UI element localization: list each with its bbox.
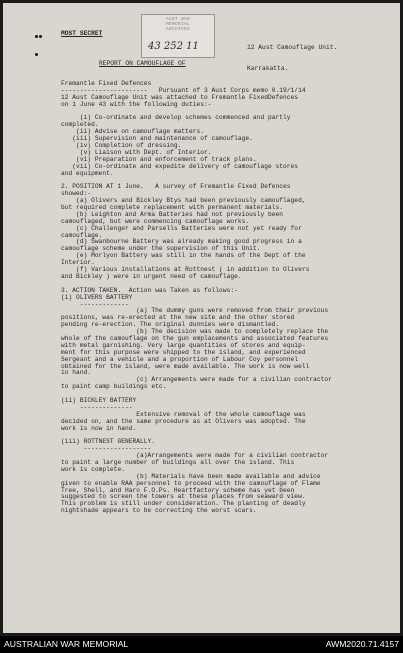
report-line: 3. ACTION TAKEN. Action was Taken as follows:- bbox=[61, 286, 238, 294]
unit-name: 12 Aust Camouflage Unit. bbox=[247, 43, 338, 51]
report-line: with metal garnishing. Very large quantities of stores and equip- bbox=[61, 341, 306, 349]
report-line: and equipment. bbox=[61, 169, 114, 177]
report-line: decided on, and the same procedure as at Olivers was adopted. The bbox=[61, 417, 306, 425]
report-line: (a) Olivers and Bickley Btys had been previously camouflaged, bbox=[61, 197, 306, 205]
report-line: (a)Arrangements were made for a civilian contractor bbox=[61, 452, 329, 460]
report-title: REPORT ON CAMOUFLAGE OF bbox=[99, 60, 186, 67]
report-line: (i) Co-ordinate and develop schemes commenced and partly bbox=[61, 114, 291, 122]
report-body bbox=[61, 81, 332, 515]
report-line: 2. POSITION AT 1 June. A survey of Fremantle Fixed Defences bbox=[61, 183, 291, 191]
report-line: (c) Arrangements were made for a civilian contractor bbox=[61, 376, 332, 384]
report-line: obtained for the island, were made available. The work is now well bbox=[61, 362, 310, 370]
report-line: (f) Various installations at Rottnest ( in addition to Olivers bbox=[61, 266, 310, 274]
footer-institution: AUSTRALIAN WAR MEMORIAL bbox=[4, 639, 129, 649]
report-line: camouflage scheme under the supervision of this Unit. bbox=[61, 245, 261, 253]
report-line: -------------- bbox=[61, 403, 133, 411]
report-line: showed:- bbox=[61, 190, 92, 198]
report-line: (b) The decision was made to completely replace the bbox=[61, 328, 329, 336]
report-line: ment for this purpose were shipped to the island, and experienced bbox=[61, 348, 306, 356]
report-line: (c) Challenger and Parsells Batteries were not yet ready for bbox=[61, 224, 302, 232]
report-line: (iii) ROTTNEST GENERALLY. bbox=[61, 438, 156, 446]
report-line: nightshade appears to be correcting the worst scars. bbox=[61, 507, 257, 515]
archive-stamp bbox=[141, 14, 215, 58]
report-line: and Bickley ) were in urgent need of camouflage. bbox=[61, 272, 242, 280]
report-line: Fremantle Fixed Defences bbox=[61, 80, 152, 87]
report-line: in hand. bbox=[61, 369, 92, 377]
report-line: (iv) Completion of dressing. bbox=[61, 142, 182, 150]
report-line: camouflage. bbox=[61, 231, 103, 239]
binding-holes bbox=[35, 27, 43, 37]
report-line: 12 Aust Camouflage Unit was attached to Fremantle FixedDefences bbox=[61, 93, 299, 101]
report-line: (vii) Co-ordinate and expedite delivery of camouflage stores bbox=[61, 162, 299, 170]
unit-address bbox=[247, 31, 337, 86]
report-line: camouflaged, but were commencing camouflage works. bbox=[61, 217, 250, 225]
document-page bbox=[3, 3, 400, 633]
report-line: (v) Liaison with Dept. of Interior. bbox=[61, 148, 212, 156]
report-line: (iii) Supervision and maintenance of camouflage. bbox=[61, 135, 253, 143]
report-line: (ii) Advise on camouflage matters. bbox=[61, 128, 204, 136]
report-line: (ii) BICKLEY BATTERY bbox=[61, 396, 137, 404]
report-line: (d) Swanbourne Battery was already making good progress in a bbox=[61, 238, 302, 246]
report-line: This problem is still under consideration. The planting of deadly bbox=[61, 500, 306, 508]
report-line: (e) Morlyon Battery was still in the hands of the Dept of the bbox=[61, 252, 306, 260]
report-line: ----------------------- Pursuant of 3 Aust Corps memo 0.19/1/14 bbox=[61, 86, 306, 94]
archive-footer bbox=[0, 636, 403, 653]
stamp-number: 43 252 11 bbox=[148, 41, 199, 52]
report-line: (vi) Preparation and enforcement of track plans. bbox=[61, 155, 257, 163]
report-line: Sergeant and a vehicle and a proportion of Labour Coy personnel bbox=[61, 355, 299, 363]
report-line: suggested to screen the towers at these places from seaward view. bbox=[61, 493, 306, 501]
report-line: to paint camp buildings etc. bbox=[61, 383, 167, 391]
report-line: (i) OLIVERS BATTERY bbox=[61, 293, 133, 301]
report-line: completed. bbox=[61, 121, 99, 129]
report-line: (a) The dummy guns were removed from their previous bbox=[61, 307, 329, 315]
report-line: on 1 June 43 with the following duties:- bbox=[61, 100, 212, 108]
report-line: positions, was re-erected at the new site and the other stored bbox=[61, 314, 295, 322]
footer-accession-number: AWM2020.71.4157 bbox=[325, 639, 399, 649]
report-line: ------------- bbox=[61, 300, 129, 308]
report-line: ------------------ bbox=[61, 445, 152, 453]
report-line: pending re-erection. The original dunnies were dismantled. bbox=[61, 321, 280, 329]
report-line: whole of the camouflage on the gun emplacements and associated features bbox=[61, 334, 329, 342]
report-line: but required complete replacement with permanent materials. bbox=[61, 204, 284, 212]
report-line: Extensive removal of the whole camouflage was bbox=[61, 410, 306, 418]
report-line: (b) Materials have been made available and advice bbox=[61, 472, 321, 480]
stamp-text: AUST WAR MEMORIAL ARCHIVES bbox=[165, 17, 190, 32]
report-line: given to enable RAA personnel to proceed with the camouflage of Flame bbox=[61, 479, 321, 487]
report-line: to paint a large number of buildings all over the island. This bbox=[61, 458, 295, 466]
unit-location: Karrakatta. bbox=[247, 64, 289, 72]
report-line: Interior. bbox=[61, 259, 95, 267]
security-classification: MOST SECRET bbox=[61, 30, 103, 37]
report-line: work is complete. bbox=[61, 465, 125, 473]
report-line: (b) Leighton and Arma Batteries had not previously been bbox=[61, 210, 284, 218]
report-line: Tree, Shell, and Haro F.O.Ps. Heartfactory scheme has yet been bbox=[61, 486, 295, 494]
report-line: work is now in hand. bbox=[61, 424, 137, 432]
